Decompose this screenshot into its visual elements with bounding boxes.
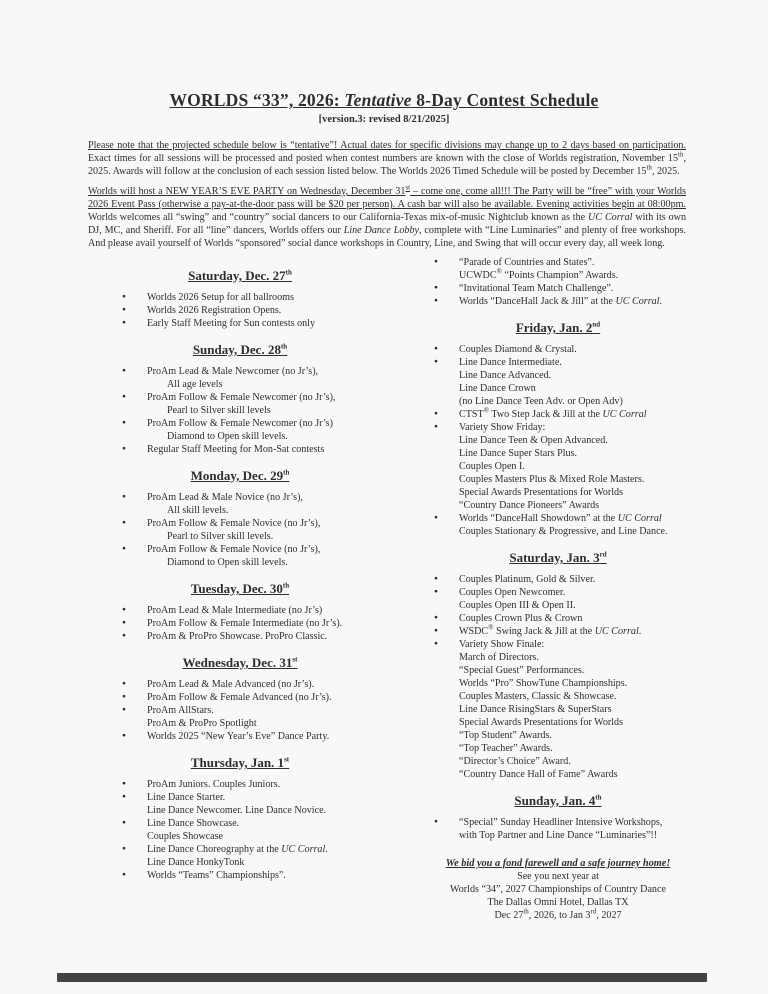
text-segment: Tentative [344, 90, 412, 110]
day-section [96, 580, 384, 643]
ordinal-suffix: th [282, 581, 290, 590]
text-segment: Line Dance Lobby [343, 225, 420, 236]
bullet-icon: ● [122, 445, 126, 452]
schedule-item [408, 295, 708, 308]
text-segment: ® [483, 406, 490, 415]
text-segment: Two Step Jack & Jill at the [489, 409, 603, 420]
text-segment: Worlds will host a NEW YEAR’S EVE PARTY on Wednesday, December 31 [88, 186, 406, 197]
text-segment: th [646, 163, 652, 172]
text-segment: ® [488, 623, 494, 632]
text-segment: Worlds “Teams” Championships”. [147, 870, 286, 881]
text-segment: UC Corral [281, 844, 326, 855]
schedule-item-continuation [96, 378, 384, 391]
bullet-icon: ● [122, 306, 126, 313]
day-section [408, 549, 708, 781]
text-segment: UC Corral [594, 626, 639, 637]
day-header-text: Monday, Dec. 29th [190, 468, 290, 483]
schedule-item [96, 869, 384, 882]
bullet-icon: ● [122, 706, 126, 713]
text-segment: Couples Platinum, Gold & Silver. [459, 574, 596, 585]
text-segment: ® [496, 267, 502, 276]
text-segment: Couples Crown Plus & Crown [459, 613, 583, 624]
text-segment: ProAm Lead & Male Intermediate (no Jr’s) [147, 605, 323, 616]
bullet-icon: ● [122, 680, 126, 687]
bullet-icon: ● [434, 284, 438, 291]
text-segment: Worlds welcomes all “swing” and “country” social dancers to our California-Texas mix-of-music Nightclub known as the [88, 212, 589, 223]
intro-paragraph-1 [88, 139, 686, 178]
text-segment: “Country Dance Pioneers” Awards [459, 500, 600, 511]
text-segment: Line Dance HonkyTonk [147, 857, 245, 868]
text-segment: “Country Dance Hall of Fame” Awards [459, 769, 618, 780]
bullet-icon: ● [122, 693, 126, 700]
day-section [96, 754, 384, 882]
day-section [96, 341, 384, 456]
schedule-item-continuation [96, 556, 384, 569]
bullet-icon: ● [122, 793, 126, 800]
schedule-item [96, 691, 384, 704]
text-segment: “Top Teacher” Awards. [459, 743, 553, 754]
farewell-line [408, 857, 708, 870]
schedule-item [408, 256, 708, 269]
bullet-icon: ● [122, 845, 126, 852]
text-segment: Couples Showcase [147, 831, 223, 842]
schedule-item-continuation [408, 703, 708, 716]
day-header [96, 580, 384, 597]
day-section [96, 267, 384, 330]
text-segment: UCWDC [459, 270, 497, 281]
text-segment: ProAm Lead & Male Novice (no Jr’s), [147, 492, 303, 503]
schedule-item [96, 617, 384, 630]
schedule-item-continuation [408, 829, 708, 842]
text-segment: Line Dance Teen & Open Advanced. [459, 435, 608, 446]
day-header-text: Wednesday, Dec. 31st [182, 655, 298, 670]
text-segment: We bid you a fond farewell and a safe journey home! [445, 858, 671, 869]
schedule-item-continuation [408, 473, 708, 486]
schedule-item [96, 678, 384, 691]
text-segment: All skill levels. [167, 505, 229, 516]
text-segment: Line Dance Starter. [147, 792, 226, 803]
text-segment: ProAm AllStars. [147, 705, 214, 716]
bullet-icon: ● [122, 493, 126, 500]
schedule-item-continuation [408, 395, 708, 408]
text-segment: UC Corral [588, 212, 633, 223]
schedule-item [408, 356, 708, 369]
day-header [408, 549, 708, 566]
text-segment: Couples Open III & Open II. [459, 600, 576, 611]
text-segment: Early Staff Meeting for Sun contests only [147, 318, 316, 329]
text-segment: Line Dance Intermediate. [459, 357, 562, 368]
text-segment: UC Corral [617, 513, 662, 524]
schedule-item [408, 625, 708, 638]
schedule-item [408, 282, 708, 295]
text-segment: ProAm Follow & Female Newcomer (no Jr’s) [147, 418, 333, 429]
text-segment: Pearl to Silver skill levels. [167, 531, 274, 542]
day-section [96, 654, 384, 743]
text-segment: ProAm Juniors. Couples Juniors. [147, 779, 281, 790]
schedule-item [408, 421, 708, 434]
day-header-text: Tuesday, Dec. 30th [190, 581, 290, 596]
bullet-icon: ● [122, 632, 126, 639]
ordinal-suffix: st [292, 655, 298, 664]
schedule-item-continuation [408, 651, 708, 664]
schedule-item-continuation [408, 742, 708, 755]
schedule-item [408, 343, 708, 356]
bullet-icon: ● [122, 319, 126, 326]
schedule-item-continuation [408, 447, 708, 460]
text-segment: Swing Jack & Jill at the [493, 626, 595, 637]
text-segment: CTST [459, 409, 484, 420]
text-segment: “Special Guest” Performances. [459, 665, 585, 676]
day-section [408, 319, 708, 538]
schedule-item-continuation [408, 690, 708, 703]
text-segment: Couples Open I. [459, 461, 525, 472]
text-segment: th [678, 150, 684, 159]
title-block [0, 90, 768, 125]
text-segment: “Top Student” Awards. [459, 730, 552, 741]
schedule-item-continuation [96, 504, 384, 517]
day-header-text: Friday, Jan. 2nd [515, 320, 601, 335]
schedule-item [96, 791, 384, 804]
schedule-item [408, 512, 708, 525]
ordinal-suffix: th [283, 468, 290, 477]
bullet-icon: ● [434, 640, 438, 647]
ordinal-suffix: th [595, 793, 602, 802]
bullet-icon: ● [122, 606, 126, 613]
schedule-item-continuation [96, 404, 384, 417]
bullet-icon: ● [434, 575, 438, 582]
schedule-item-continuation [408, 599, 708, 612]
text-segment: (no Line Dance Teen Adv. or Open Adv) [459, 396, 623, 407]
text-segment: “Director’s Choice” Award. [459, 756, 571, 767]
bullet-icon: ● [434, 818, 438, 825]
text-segment: ProAm & ProPro Showcase. ProPro Classic. [147, 631, 328, 642]
left-column [96, 256, 384, 882]
text-segment: Line Dance Crown [459, 383, 536, 394]
schedule-item [408, 573, 708, 586]
text-segment: ProAm Follow & Female Advanced (no Jr’s). [147, 692, 332, 703]
footer-line [408, 883, 708, 896]
bullet-icon: ● [122, 780, 126, 787]
text-segment: Please note that the projected schedule below is “tentative”! Actual dates for specific divisions may change up to 2 days based on participation. [88, 140, 686, 151]
schedule-item [408, 638, 708, 651]
bullet-icon: ● [122, 519, 126, 526]
ordinal-suffix: th [285, 268, 292, 277]
footer-line [408, 896, 708, 909]
text-segment: ProAm & ProPro Spotlight [147, 718, 257, 729]
text-segment: Line Dance Newcomer. Line Dance Novice. [147, 805, 327, 816]
day-header [96, 654, 384, 671]
text-segment: March of Directors. [459, 652, 539, 663]
schedule-item [96, 730, 384, 743]
schedule-item [96, 291, 384, 304]
bullet-icon: ● [434, 627, 438, 634]
text-segment: rd [590, 907, 597, 916]
bullet-icon: ● [434, 410, 438, 417]
text-segment: ProAm Follow & Female Novice (no Jr’s), [147, 544, 321, 555]
day-header [96, 267, 384, 284]
day-section [408, 792, 708, 842]
text-segment: Couples Masters Plus & Mixed Role Masters. [459, 474, 645, 485]
bullet-icon: ● [434, 358, 438, 365]
text-segment: th [523, 907, 529, 916]
text-segment: Couples Diamond & Crystal. [459, 344, 577, 355]
text-segment: “Parade of Countries and States”. [459, 257, 595, 268]
schedule-item [408, 612, 708, 625]
day-header-text: Saturday, Jan. 3rd [509, 550, 607, 565]
bullet-icon: ● [122, 419, 126, 426]
schedule-item-continuation [408, 499, 708, 512]
text-segment: Diamond to Open skill levels. [167, 557, 288, 568]
bullet-icon: ● [434, 258, 438, 265]
schedule-item [96, 317, 384, 330]
schedule-item [96, 365, 384, 378]
bullet-icon: ● [122, 819, 126, 826]
text-segment: Couples Stationary & Progressive, and Line Dance. [459, 526, 668, 537]
day-header [96, 341, 384, 358]
bullet-icon: ● [122, 871, 126, 878]
text-segment: . [638, 626, 642, 637]
text-segment: , complete with “Line Luminaries” and plenty of free workshops. And please avail yourself of Worlds “sponsored” social dance workshops in Country, Line, and Swing that will occur every day, all week long. [88, 225, 687, 249]
schedule-item-continuation [408, 729, 708, 742]
text-segment: with Top Partner and Line Dance “Luminaries”!! [459, 830, 658, 841]
text-segment: Pearl to Silver skill levels [167, 405, 271, 416]
ordinal-suffix: rd [599, 550, 607, 559]
ordinal-suffix: th [280, 342, 288, 351]
text-segment: Line Dance Super Stars Plus. [459, 448, 578, 459]
schedule-item-continuation [408, 525, 708, 538]
schedule-item [96, 543, 384, 556]
schedule-item-continuation [408, 369, 708, 382]
bullet-icon: ● [122, 619, 126, 626]
text-segment: st [405, 183, 411, 192]
schedule-item [96, 517, 384, 530]
text-segment: “Points Champion” Awards. [501, 270, 619, 281]
day-header [96, 754, 384, 771]
text-segment: Couples Open Newcomer. [459, 587, 566, 598]
day-section [96, 467, 384, 569]
day-header-text: Sunday, Dec. 28th [192, 342, 288, 357]
text-segment: with its own DJ, MC, and Sheriff. For all “line” dancers, Worlds offers our [88, 212, 686, 236]
schedule-item-continuation [408, 768, 708, 781]
schedule-item [96, 417, 384, 430]
intro-paragraph-2 [88, 185, 686, 250]
text-segment: Line Dance Advanced. [459, 370, 552, 381]
text-segment: “Special” Sunday Headliner Intensive Workshops, [459, 817, 663, 828]
bullet-icon: ● [434, 297, 438, 304]
text-segment: Special Awards Presentations for Worlds [459, 487, 624, 498]
text-segment: ProAm Lead & Male Newcomer (no Jr’s), [147, 366, 319, 377]
schedule-item-continuation [96, 430, 384, 443]
text-segment: Worlds 2026 Registration Opens. [147, 305, 282, 316]
text-segment: UC Corral [615, 296, 660, 307]
text-segment: – come one, come all!!! The Party will be “free” with your Worlds 2026 Event Pass (otherwise a pay-at-the-door pass will be $20 per person). A cash bar will also be available. Evening activities begin at 08:00pm. [88, 186, 687, 210]
schedule-item [96, 778, 384, 791]
text-segment: WORLDS “33”, 2026: [169, 90, 345, 110]
schedule-item-continuation [96, 530, 384, 543]
text-segment: . [325, 844, 328, 855]
schedule-item [96, 391, 384, 404]
text-segment: WSDC [459, 626, 489, 637]
text-segment: Regular Staff Meeting for Mon-Sat contests [147, 444, 325, 455]
ordinal-suffix: nd [592, 320, 601, 329]
day-header-text: Thursday, Jan. 1st [190, 755, 290, 770]
text-segment: All age levels [167, 379, 223, 390]
schedule-item-continuation [408, 664, 708, 677]
text-segment: Worlds “DanceHall Showdown” at the [459, 513, 618, 524]
bullet-icon: ● [122, 393, 126, 400]
text-segment: Diamond to Open skill levels. [167, 431, 288, 442]
right-column [408, 256, 708, 922]
text-segment: Worlds 2025 “New Year’s Eve” Dance Party. [147, 731, 330, 742]
bullet-icon: ● [434, 588, 438, 595]
bullet-icon: ● [434, 423, 438, 430]
text-segment: , 2026, to Jan 3 [528, 910, 591, 921]
bullet-icon: ● [434, 614, 438, 621]
text-segment: , 2025. [651, 166, 680, 177]
schedule-item [96, 704, 384, 717]
schedule-item-continuation [408, 677, 708, 690]
text-segment: The Dallas Omni Hotel, Dallas TX [487, 897, 629, 908]
schedule-item-continuation [96, 804, 384, 817]
text-segment: Dec 27 [494, 910, 524, 921]
text-segment: UC Corral [602, 409, 647, 420]
text-segment: Worlds “DanceHall Jack & Jill” at the [459, 296, 616, 307]
schedule-item-continuation [408, 755, 708, 768]
text-segment: ProAm Follow & Female Intermediate (no Jr’s). [147, 618, 343, 629]
closing-footer [408, 857, 708, 922]
text-segment: Worlds 2026 Setup for all ballrooms [147, 292, 294, 303]
text-segment: , 2025. Awards will follow at the conclusion of each session listed below. The Worlds 2026 Timed Schedule will be posted by December 15 [88, 153, 686, 177]
text-segment: . [659, 296, 663, 307]
day-header-text: Saturday, Dec. 27th [188, 268, 292, 283]
schedule-item-continuation [96, 856, 384, 869]
text-segment: Couples Masters, Classic & Showcase. [459, 691, 617, 702]
schedule-item [96, 630, 384, 643]
text-segment: Worlds “Pro” ShowTune Championships. [459, 678, 628, 689]
text-segment: Line Dance Showcase. [147, 818, 240, 829]
text-segment: ProAm Follow & Female Novice (no Jr’s), [147, 518, 321, 529]
text-segment: ProAm Lead & Male Advanced (no Jr’s). [147, 679, 315, 690]
day-header [408, 319, 708, 336]
day-header [96, 467, 384, 484]
schedule-item [96, 304, 384, 317]
version-line: [version.3: revised 8/21/2025] [318, 114, 450, 125]
ordinal-suffix: st [284, 755, 290, 764]
text-segment: ProAm Follow & Female Newcomer (no Jr’s), [147, 392, 336, 403]
text-segment: Worlds “34”, 2027 Championships of Country Dance [450, 884, 666, 895]
schedule-item-continuation [408, 460, 708, 473]
footer-line [408, 870, 708, 883]
text-segment: “Invitational Team Match Challenge”. [459, 283, 614, 294]
text-segment: See you next year at [517, 871, 599, 882]
day-header-text: Sunday, Jan. 4th [514, 793, 602, 808]
bullet-icon: ● [122, 293, 126, 300]
schedule-item-continuation [408, 434, 708, 447]
schedule-item-continuation [408, 382, 708, 395]
schedule-item-continuation [96, 830, 384, 843]
text-segment: Special Awards Presentations for Worlds [459, 717, 624, 728]
bullet-icon: ● [434, 514, 438, 521]
schedule-item-continuation [96, 717, 384, 730]
footer-line [408, 909, 708, 922]
text-segment: Exact times for all sessions will be processed and posted when contest numbers are known with the close of Worlds registration, November 15 [88, 153, 679, 164]
bullet-icon: ● [122, 367, 126, 374]
bullet-icon: ● [122, 732, 126, 739]
schedule-item-continuation [408, 486, 708, 499]
text-segment: Line Dance RisingStars & SuperStars [459, 704, 612, 715]
schedule-item [96, 443, 384, 456]
day-section [408, 256, 708, 308]
text-segment: Line Dance Choreography at the [147, 844, 282, 855]
text-segment: Variety Show Friday: [459, 422, 546, 433]
schedule-item [96, 491, 384, 504]
schedule-item-continuation [408, 716, 708, 729]
text-segment: Variety Show Finale: [459, 639, 545, 650]
bullet-icon: ● [434, 345, 438, 352]
text-segment: , 2027 [596, 910, 622, 921]
schedule-item-continuation [408, 269, 708, 282]
schedule-item [408, 816, 708, 829]
schedule-item [96, 817, 384, 830]
schedule-item [408, 586, 708, 599]
schedule-item [96, 843, 384, 856]
schedule-item [408, 408, 708, 421]
page-title [0, 90, 768, 111]
text-segment: 8-Day Contest Schedule [411, 90, 599, 110]
day-header [408, 792, 708, 809]
page-bottom-bar [57, 973, 707, 982]
bullet-icon: ● [122, 545, 126, 552]
schedule-item [96, 604, 384, 617]
